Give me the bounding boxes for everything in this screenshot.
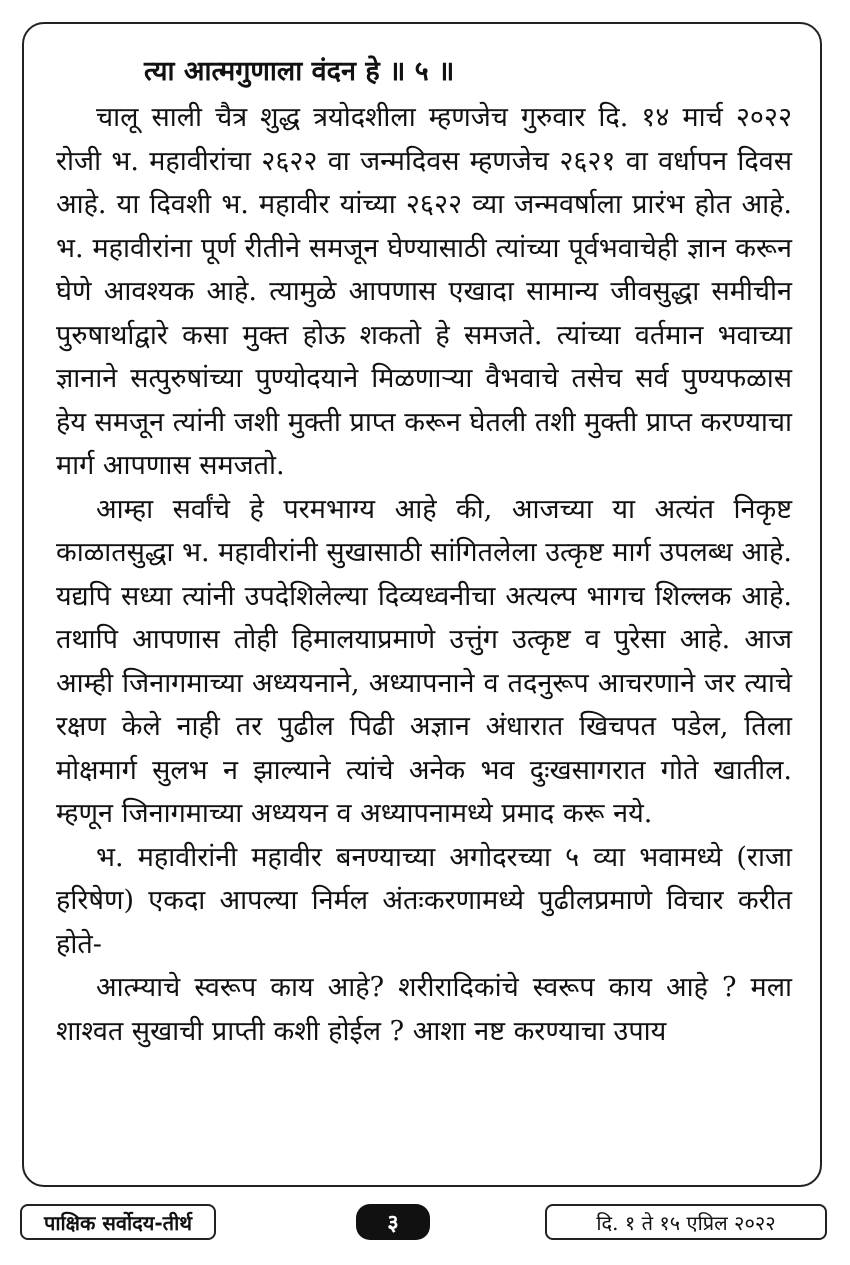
article-heading: त्या आत्मगुणाला वंदन हे ॥ ५ ॥	[144, 56, 455, 87]
paragraph-3: भ. महावीरांनी महावीर बनण्याच्या अगोदरच्या ५ व्या भवामध्ये (राजा हरिषेण) एकदा आपल्या निर्मल अंतःकरणामध्ये पुढीलप्रमाणे विचार करीत होते-	[56, 841, 792, 960]
paragraph-2: आम्हा सर्वांचे हे परमभाग्य आहे की, आजच्या या अत्यंत निकृष्ट काळातसुद्धा भ. महावीरांनी सुखासाठी सांगितलेला उत्कृष्ट मार्ग उपलब्ध आहे. यद्यपि सध्या त्यांनी उपदेशिलेल्या दिव्यध्वनीचा अत्यल्प भागच शिल्लक आहे. तथापि आपणास तोही हिमालयाप्रमाणे उत्तुंग उत्कृष्ट व पुरेसा आहे. आज आम्ही जिनागमाच्या अध्ययनाने, अध्यापनाने व तदनुरूप आचरणाने जर त्याचे रक्षण केले नाही तर पुढील पिढी अज्ञान अंधारात खिचपत पडेल, तिला मोक्षमार्ग सुलभ न झाल्याने त्यांचे अनेक भव दुःखसागरात गोते खातील. म्हणून जिनागमाच्या अध्ययन व अध्यापनामध्ये प्रमाद करू नये.	[56, 493, 792, 829]
article-body	[56, 48, 792, 1053]
issue-date-range: दि. १ ते १५ एप्रिल २०२२	[545, 1204, 827, 1240]
paragraph-4: आत्म्याचे स्वरूप काय आहे? शरीरादिकांचे स्वरूप काय आहे ? मला शाश्वत सुखाची प्राप्ती कशी होईल ? आशा नष्ट करण्याचा उपाय	[56, 972, 792, 1047]
paragraph-1: चालू साली चैत्र शुद्ध त्रयोदशीला म्हणजेच गुरुवार दि. १४ मार्च २०२२ रोजी भ. महावीरांचा २६२२ वा जन्मदिवस म्हणजेच २६२१ वा वर्धापन दिवस आहे. या दिवशी भ. महावीर यांच्या २६२२ व्या जन्मवर्षाला प्रारंभ होत आहे. भ. महावीरांना पूर्ण रीतीने समजून घेण्यासाठी त्यांच्या पूर्वभवाचेही ज्ञान करून घेणे आवश्यक आहे. त्यामुळे आपणास एखादा सामान्य जीवसुद्धा समीचीन पुरुषार्थाद्वारे कसा मुक्त होऊ शकतो हे समजते. त्यांच्या वर्तमान भवाच्या ज्ञानाने सत्पुरुषांच्या पुण्योदयाने मिळणाऱ्या वैभवाचे तसेच सर्व पुण्यफळास हेय समजून त्यांनी जशी मुक्ती प्राप्त करून घेतली तशी मुक्ती प्राप्त करण्याचा मार्ग आपणास समजतो.	[56, 102, 792, 481]
page-number: ३	[356, 1204, 430, 1240]
page-frame	[22, 22, 822, 1187]
publication-name: पाक्षिक सर्वोदय-तीर्थ	[20, 1204, 216, 1240]
